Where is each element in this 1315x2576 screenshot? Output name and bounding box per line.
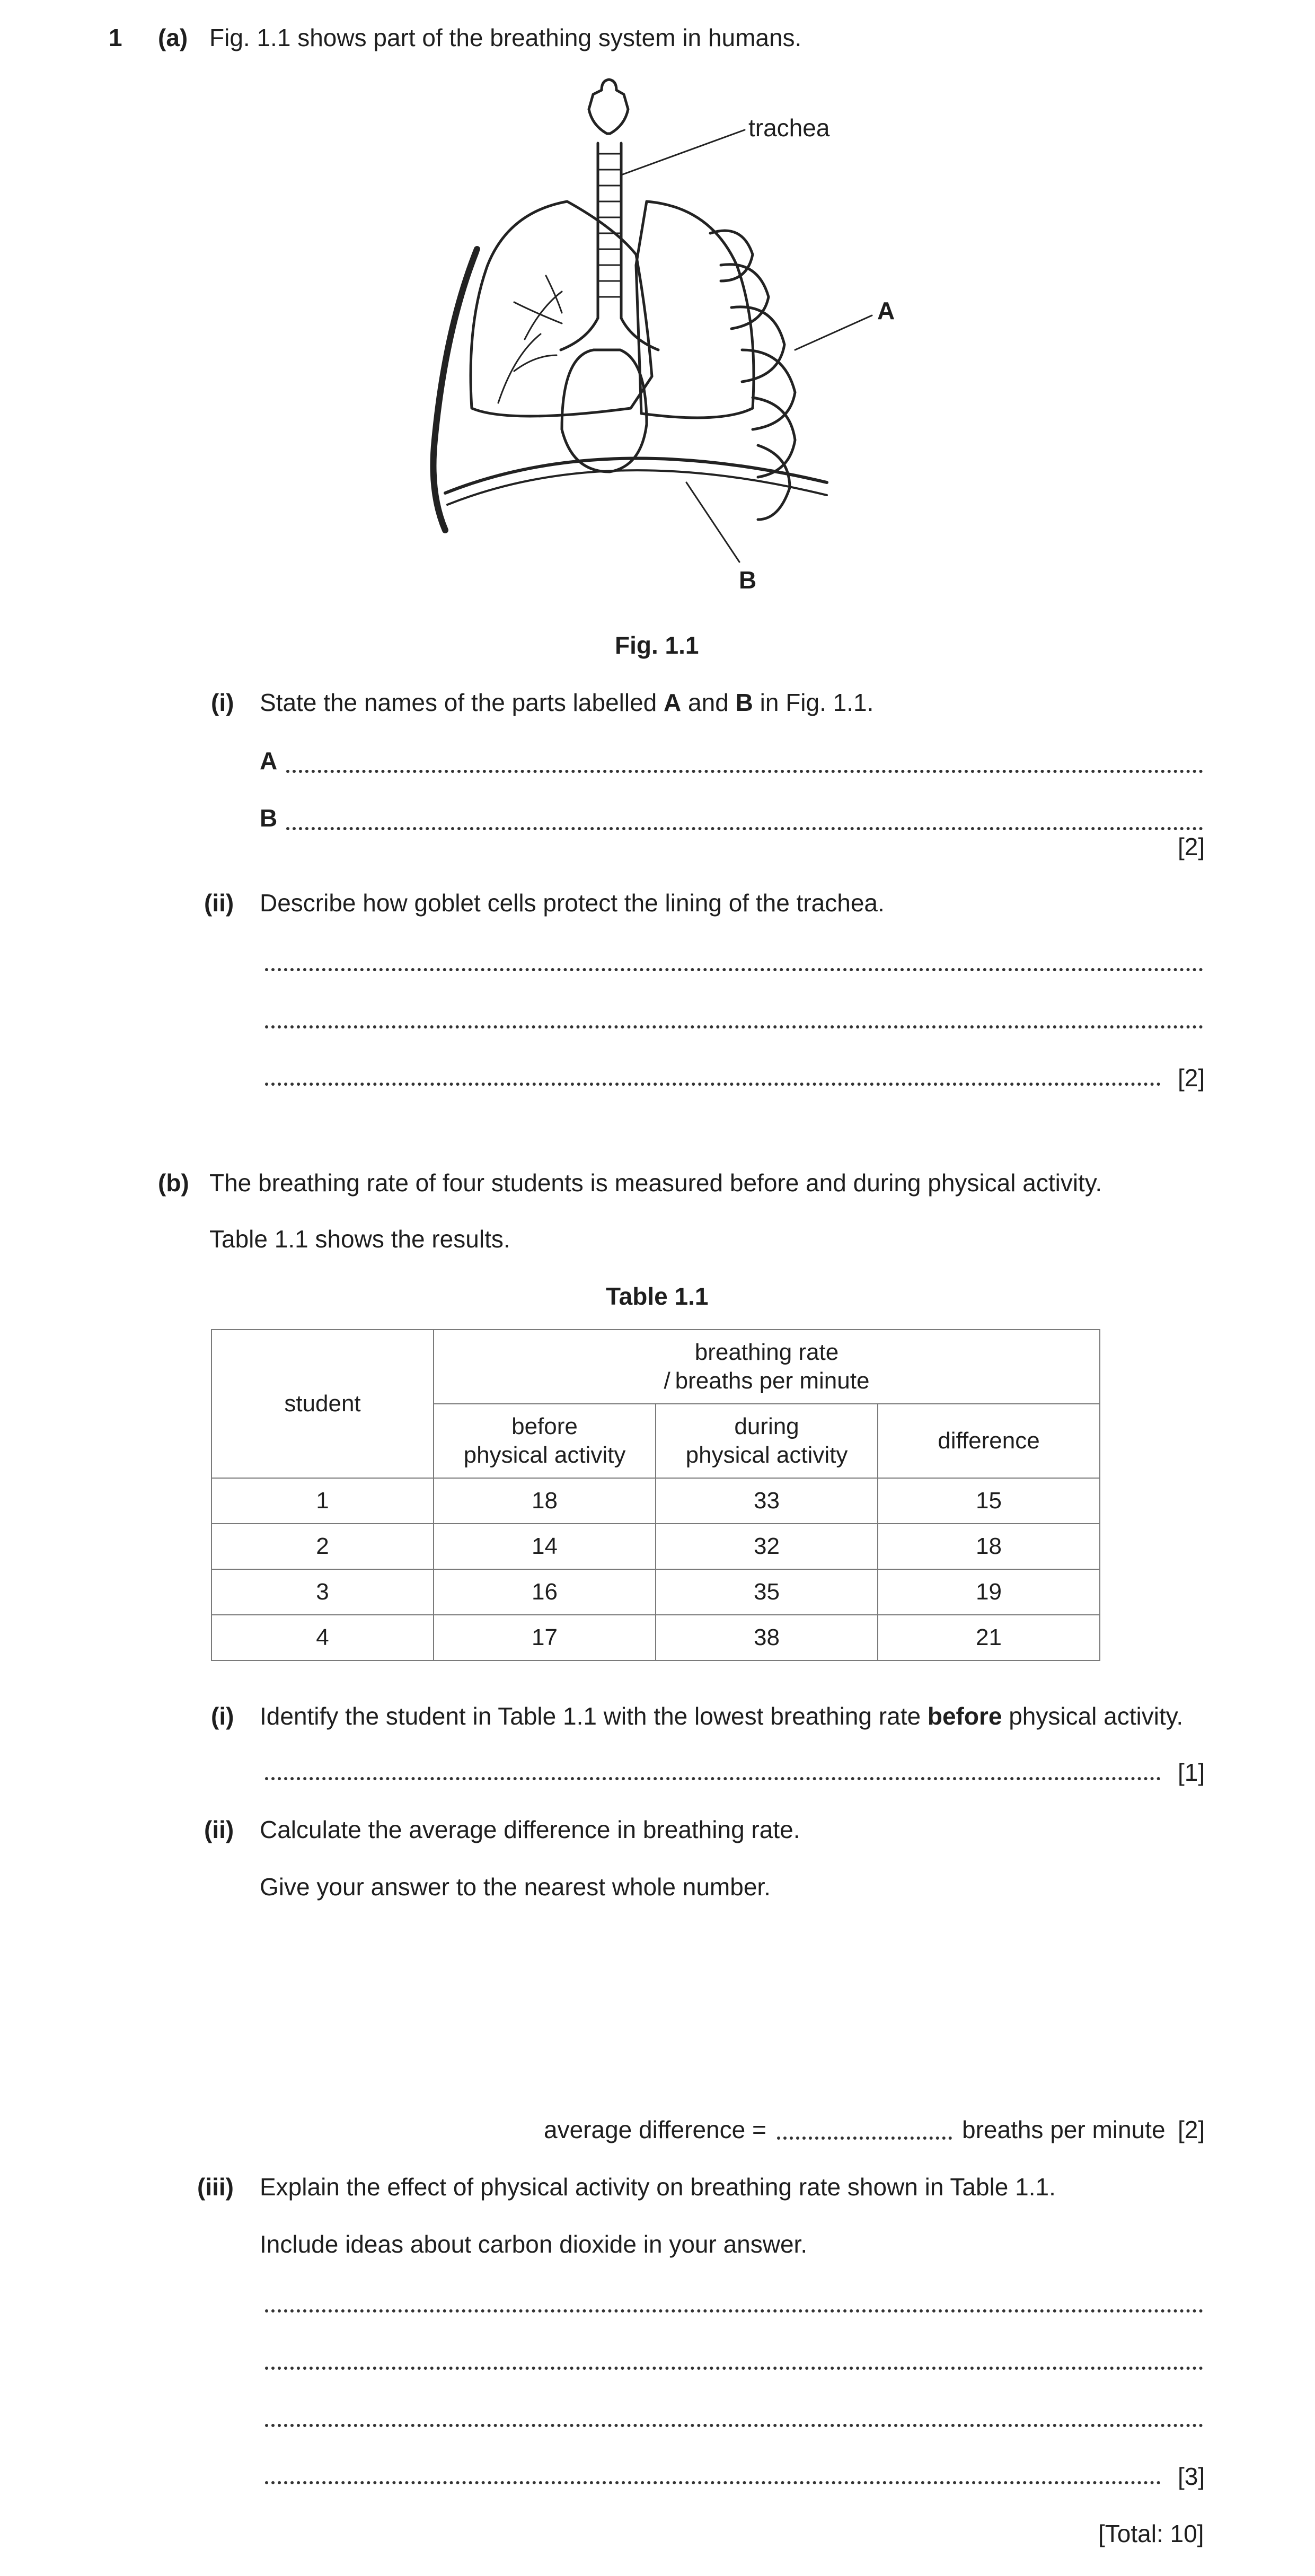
part-a-label: (a) [158, 24, 188, 51]
part-b-ii-marks: [2] [1178, 2116, 1205, 2143]
part-b-iii-marks: [3] [1178, 2463, 1205, 2490]
part-b-i-label: (i) [211, 1702, 234, 1730]
part-b-intro: The breathing rate of four students is measured before and during physical activity. [209, 1169, 1102, 1197]
part-b-iii-question: Explain the effect of physical activity on breathing rate shown in Table 1.1. [260, 2173, 1056, 2201]
answer-line[interactable] [265, 1777, 1161, 1780]
answer-b-line[interactable] [286, 827, 1203, 830]
part-b-i-question: Identify the student in Table 1.1 with the lowest breathing rate before physical activity. [260, 1702, 1184, 1730]
table-row [211, 1478, 1100, 1524]
answer-a-line[interactable] [286, 770, 1203, 773]
part-b-label: (b) [158, 1169, 189, 1197]
part-b-iii-label: (iii) [197, 2173, 234, 2201]
breathing-rate-table [211, 1329, 1100, 1661]
average-difference-label: average difference = [544, 2116, 766, 2143]
cell-during: 33 [656, 1478, 878, 1524]
answer-line[interactable] [265, 1083, 1161, 1086]
part-a-i-label: (i) [211, 689, 234, 716]
table-title: Table 1.1 [606, 1282, 709, 1310]
total-marks: [Total: 10] [1098, 2520, 1204, 2547]
cell-during: 38 [656, 1615, 878, 1660]
cell-student: 1 [211, 1478, 434, 1524]
answer-b-label: B [260, 804, 278, 832]
cell-before: 16 [434, 1569, 656, 1615]
part-b-i-marks: [1] [1178, 1759, 1205, 1786]
left-lung-shape [471, 201, 652, 416]
A-leader-line [795, 315, 872, 350]
average-difference-answer[interactable] [777, 2137, 952, 2140]
trachea-leader-line [621, 130, 745, 175]
cell-during: 35 [656, 1569, 878, 1615]
table-row [211, 1615, 1100, 1660]
cell-before: 18 [434, 1478, 656, 1524]
header-before: before physical activity [434, 1404, 656, 1478]
table-row [211, 1524, 1100, 1569]
part-a-i-marks: [2] [1178, 833, 1205, 860]
answer-line[interactable] [265, 2367, 1203, 2370]
header-breathing-rate: breathing rate / breaths per minute [434, 1330, 1100, 1404]
larynx-shape [589, 80, 628, 134]
diaphragm-shape [445, 459, 827, 493]
table-row [211, 1569, 1100, 1615]
breathing-system-figure [392, 74, 922, 610]
part-b-ii-question: Calculate the average difference in breathing rate. [260, 1816, 800, 1843]
header-difference: difference [878, 1404, 1100, 1478]
trachea-label: trachea [748, 114, 830, 142]
part-b-iii-instruction: Include ideas about carbon dioxide in your answer. [260, 2230, 808, 2258]
cell-before: 17 [434, 1615, 656, 1660]
part-b-ii-label: (ii) [204, 1816, 234, 1843]
part-b-ii-instruction: Give your answer to the nearest whole number. [260, 1873, 771, 1901]
figure-caption: Fig. 1.1 [615, 631, 699, 659]
header-student: student [211, 1330, 434, 1478]
cell-student: 3 [211, 1569, 434, 1615]
part-a-ii-label: (ii) [204, 889, 234, 917]
cell-difference: 18 [878, 1524, 1100, 1569]
cell-student: 4 [211, 1615, 434, 1660]
answer-line[interactable] [265, 968, 1203, 971]
answer-a-label: A [260, 747, 278, 775]
header-during: during physical activity [656, 1404, 878, 1478]
answer-line[interactable] [265, 2481, 1161, 2484]
part-a-ii-marks: [2] [1178, 1064, 1205, 1092]
cell-difference: 15 [878, 1478, 1100, 1524]
cell-before: 14 [434, 1524, 656, 1569]
cell-difference: 19 [878, 1569, 1100, 1615]
answer-line[interactable] [265, 2309, 1203, 2313]
part-b-table-ref: Table 1.1 shows the results. [209, 1225, 510, 1253]
label-A: A [877, 297, 895, 324]
answer-line[interactable] [265, 1025, 1203, 1028]
label-B: B [739, 566, 757, 594]
cell-difference: 21 [878, 1615, 1100, 1660]
part-a-ii-question: Describe how goblet cells protect the lining of the trachea. [260, 889, 885, 917]
cell-during: 32 [656, 1524, 878, 1569]
answer-line[interactable] [265, 2424, 1203, 2427]
part-a-i-question: State the names of the parts labelled A and B in Fig. 1.1. [260, 689, 874, 716]
cell-student: 2 [211, 1524, 434, 1569]
average-difference-unit: breaths per minute [962, 2116, 1166, 2143]
B-leader-line [686, 482, 739, 562]
bronchi-shape [561, 318, 658, 350]
bronchiole-lines [498, 276, 562, 403]
question-number: 1 [109, 24, 122, 51]
part-a-intro: Fig. 1.1 shows part of the breathing system in humans. [209, 24, 802, 51]
